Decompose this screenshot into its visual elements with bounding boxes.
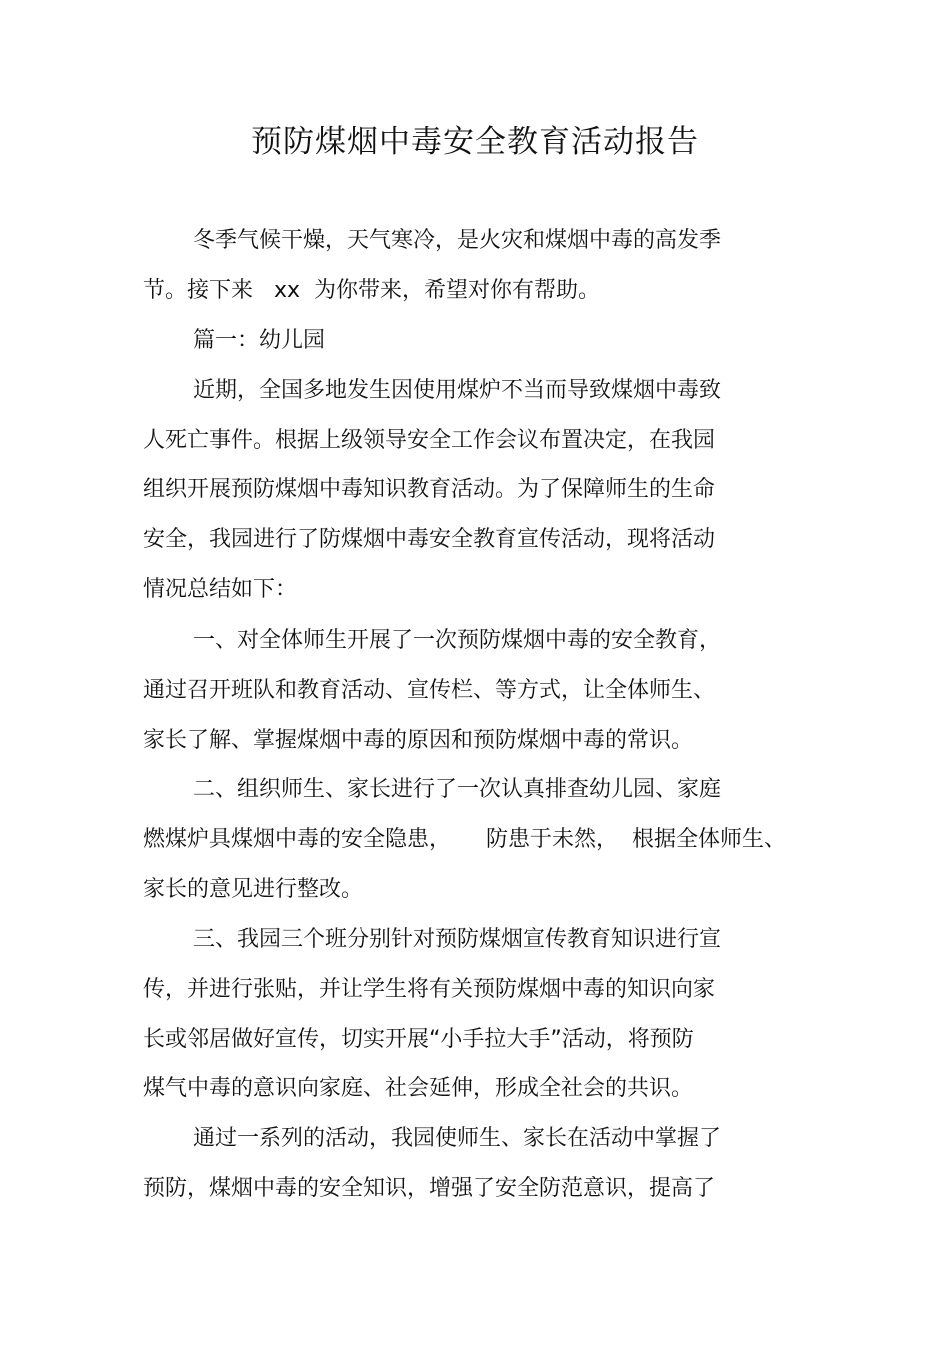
paragraph-2-line-5: 情况总结如下： <box>143 577 298 602</box>
paragraph-6-line-2: 预防，煤烟中毒的安全知识，增强了安全防范意识，提高了 <box>143 1176 716 1201</box>
paragraph-3-line-1: 一、对全体师生开展了一次预防煤烟中毒的安全教育， <box>193 628 722 653</box>
paragraph-6-line-1: 通过一系列的活动，我园使师生、家长在活动中掌握了 <box>193 1126 722 1151</box>
paragraph-5-line-4: 煤气中毒的意识向家庭、社会延伸，形成全社会的共识。 <box>143 1076 694 1101</box>
paragraph-2-line-1: 近期，全国多地发生因使用煤炉不当而导致煤烟中毒致 <box>193 378 722 403</box>
paragraph-2-line-4: 安全，我园进行了防煤烟中毒安全教育宣传活动，现将活动 <box>143 527 716 552</box>
paragraph-1-line-1: 冬季气候干燥，天气寒冷，是火灾和煤烟中毒的高发季 <box>193 228 722 253</box>
paragraph-4-line-1: 二、组织师生、家长进行了一次认真排查幼儿园、家庭 <box>193 777 722 802</box>
paragraph-3-line-2: 通过召开班队和教育活动、宣传栏、等方式，让全体师生、 <box>143 678 716 703</box>
paragraph-4-line-3: 家长的意见进行整改。 <box>143 877 364 902</box>
section-heading-kindergarten: 篇一：幼儿园 <box>193 328 326 353</box>
paragraph-4-line-2: 燃煤炉具煤烟中毒的安全隐患， 防患于未然， 根据全体师生、 <box>143 827 786 852</box>
document-title: 预防煤烟中毒安全教育活动报告 <box>251 124 699 160</box>
paragraph-3-line-3: 家长了解、掌握煤烟中毒的原因和预防煤烟中毒的常识。 <box>143 728 694 753</box>
paragraph-5-line-3: 长或邻居做好宣传，切实开展“小手拉大手”活动，将预防 <box>143 1027 694 1052</box>
paragraph-2-line-3: 组织开展预防煤烟中毒知识教育活动。为了保障师生的生命 <box>143 477 716 502</box>
paragraph-1-line-2: 节。接下来 xx 为你带来，希望对你有帮助。 <box>143 278 601 303</box>
paragraph-5-line-1: 三、我园三个班分别针对预防煤烟宣传教育知识进行宣 <box>193 927 722 952</box>
paragraph-5-line-2: 传，并进行张贴，并让学生将有关预防煤烟中毒的知识向家 <box>143 977 716 1002</box>
paragraph-2-line-2: 人死亡事件。根据上级领导安全工作会议布置决定，在我园 <box>143 428 716 453</box>
